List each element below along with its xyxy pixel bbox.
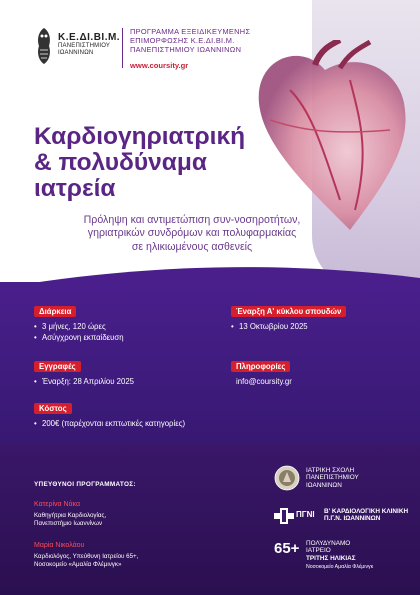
polyclinic-text <box>306 540 373 572</box>
start-label: Έναρξη Α' κύκλου σπουδών <box>231 306 346 317</box>
registration-item1: • Έναρξη: 28 Απριλίου 2025 <box>34 377 135 386</box>
cost-label: Κόστος <box>34 403 72 414</box>
logo-line2: ΠΑΝΕΠΙΣΤΗΜΙΟΥ <box>58 43 111 49</box>
owl-logo-icon <box>34 26 54 66</box>
program-line2: ΕΠΙΜΟΡΦΩΣΗΣ Κ.Ε.ΔΙ.ΒΙ.Μ. <box>130 36 235 45</box>
clinic-line2: Π.Γ.Ν. ΙΩΑΝΝΙΝΩΝ <box>324 515 381 523</box>
info-email[interactable]: info@coursity.gr <box>236 377 292 386</box>
school-line2: ΠΑΝΕΠΙΣΤΗΜΙΟΥ <box>306 474 359 482</box>
website-link[interactable]: www.coursity.gr <box>130 61 189 70</box>
page-title <box>34 124 314 202</box>
start-item1: • 13 Οκτωβρίου 2025 <box>231 322 308 331</box>
info-label: Πληροφορίες <box>231 361 290 372</box>
supervisors-heading: ΥΠΕΥΘΥΝΟΙ ΠΡΟΓΡΑΜΜΑΤΟΣ: <box>34 481 136 488</box>
kedivim-logo <box>34 26 121 70</box>
cost-item1: • 200€ (παρέχονται εκπτωτικές κατηγορίες) <box>34 419 186 428</box>
medical-school-text <box>306 467 359 489</box>
supervisor2-name: Μαρία Νικολάου <box>34 542 85 549</box>
subtitle <box>56 214 328 254</box>
header-divider <box>122 28 123 68</box>
supervisor2-role2: Νοσοκομείο «Αμαλία Φλέμινγκ» <box>34 561 122 568</box>
polyclinic-line1: ΠΟΛΥΔΥΝΑΜΟ <box>306 540 351 547</box>
program-line1: ΠΡΟΓΡΑΜΜΑ ΕΞΕΙΔΙΚΕΥΜΕΝΗΣ <box>130 27 251 36</box>
supervisor1-name: Κατερίνα Νάκα <box>34 501 81 508</box>
duration-label: Διάρκεια <box>34 306 76 317</box>
supervisor2-role <box>34 553 138 569</box>
subtitle-line3: σε ηλικιωμένους ασθενείς <box>131 240 253 253</box>
polyclinic-line4: Νοσοκομείο Αμαλία Φλέμινγκ <box>306 564 374 571</box>
subtitle-line1: Πρόληψη και αντιμετώπιση συν-νοσηροτήτων, <box>83 214 301 226</box>
clinic-mark: ΠΓΝΙ <box>296 510 315 519</box>
title-line2: & πολυδύναμα <box>34 149 207 176</box>
duration-item2: • Ασύγχρονη εκπαίδευση <box>34 333 124 342</box>
polyclinic-mark: 65+ <box>274 540 300 557</box>
polyclinic-line3: ΤΡΙΤΗΣ ΗΛΙΚΙΑΣ <box>306 554 356 562</box>
school-line1: ΙΑΤΡΙΚΗ ΣΧΟΛΗ <box>306 467 355 474</box>
logo-name: Κ.Ε.ΔΙ.ΒΙ.Μ. <box>58 32 121 43</box>
clinic-line1: Β' ΚΑΡΔΙΟΛΟΓΙΚΗ ΚΛΙΝΙΚΗ <box>324 508 409 515</box>
supervisor1-role <box>34 512 106 528</box>
clinic-text <box>324 508 408 523</box>
title-line1: Καρδιογηριατρική <box>34 123 246 150</box>
duration-item1: • 3 μήνες, 120 ώρες <box>34 322 106 331</box>
supervisor2-role1: Καρδιολόγος, Υπεύθυνη Ιατρείου 65+, <box>34 553 139 560</box>
cardiology-cross-icon <box>274 508 294 524</box>
logo-line3: ΙΩΑΝΝΙΝΩΝ <box>58 50 94 56</box>
program-line3: ΠΑΝΕΠΙΣΤΗΜΙΟΥ ΙΩΑΝΝΙΝΩΝ <box>130 45 242 54</box>
school-line3: ΙΩΑΝΝΙΝΩΝ <box>306 481 342 489</box>
subtitle-line2: γηριατρικών συνδρόμων και πολυφαρμακίας <box>87 227 297 240</box>
medical-school-seal-icon <box>274 465 300 491</box>
registration-label: Εγγραφές <box>34 361 81 372</box>
program-heading <box>130 27 250 54</box>
supervisor1-role1: Καθηγήτρια Καρδιολογίας, <box>34 512 107 519</box>
supervisor1-role2: Πανεπιστήμιο Ιωαννίνων <box>34 520 103 527</box>
title-line3: ιατρεία <box>34 175 116 202</box>
polyclinic-line2: ΙΑΤΡΕΙΟ <box>306 547 331 555</box>
logo-text <box>58 32 120 57</box>
